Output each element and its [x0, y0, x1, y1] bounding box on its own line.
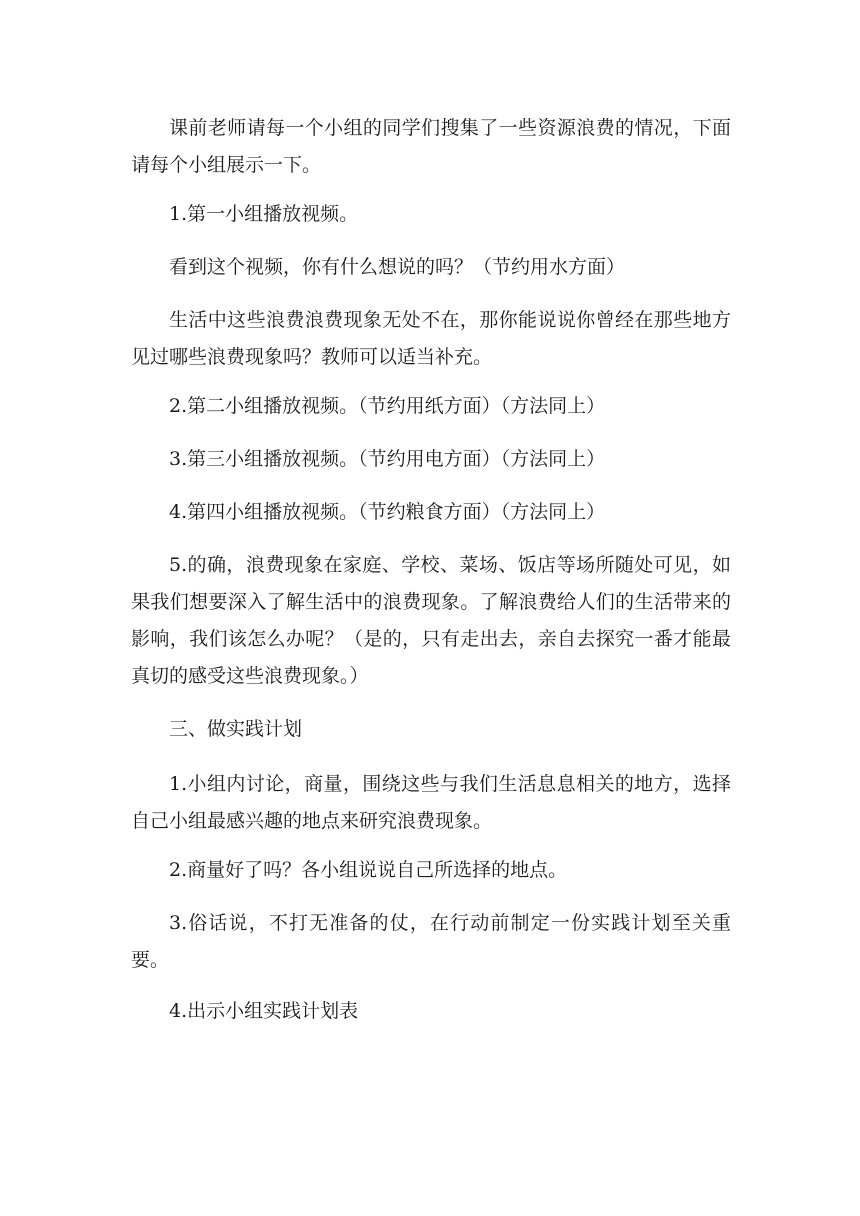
- paragraph-question-water: 看到这个视频，你有什么想说的吗？（节约用水方面）: [169, 256, 626, 278]
- paragraph-group-2-video: 2.第二小组播放视频。（节约用纸方面）（方法同上）: [169, 395, 606, 417]
- paragraph-indeed-waste: 5.的确，浪费现象在家庭、学校、菜场、饭店等场所随处可见，如果我们想要深入了解生活中的浪费现象。了解浪费给人们的生活带来的影响，我们该怎么办呢？（是的，只有走出去，亲自去探究一番才能最真切的感受这些浪费现象。）: [131, 554, 731, 687]
- paragraph-group-4-video: 4.第四小组播放视频。（节约粮食方面）（方法同上）: [169, 501, 606, 523]
- paragraph-group-3-video: 3.第三小组播放视频。（节约用电方面）（方法同上）: [169, 448, 606, 470]
- paragraph-group-1-video: 1.第一小组播放视频。: [169, 203, 359, 225]
- paragraph-group-discussion: 1.小组内讨论，商量，围绕这些与我们生活息息相关的地方，选择自己小组最感兴趣的地点来研究浪费现象。: [131, 773, 731, 832]
- section-heading-practice-plan: 三、做实践计划: [169, 718, 303, 740]
- paragraph-intro: 课前老师请每一个小组的同学们搜集了一些资源浪费的情况，下面请每个小组展示一下。: [131, 117, 731, 176]
- paragraph-show-plan-table: 4.出示小组实践计划表: [169, 1000, 359, 1022]
- paragraph-choose-location: 2.商量好了吗？各小组说说自己所选择的地点。: [169, 859, 568, 881]
- paragraph-proverb-plan: 3.俗话说，不打无准备的仗，在行动前制定一份实践计划至关重要。: [131, 912, 731, 971]
- paragraph-waste-everywhere: 生活中这些浪费浪费现象无处不在，那你能说说你曾经在那些地方见过哪些浪费现象吗？教师可以适当补充。: [131, 309, 731, 368]
